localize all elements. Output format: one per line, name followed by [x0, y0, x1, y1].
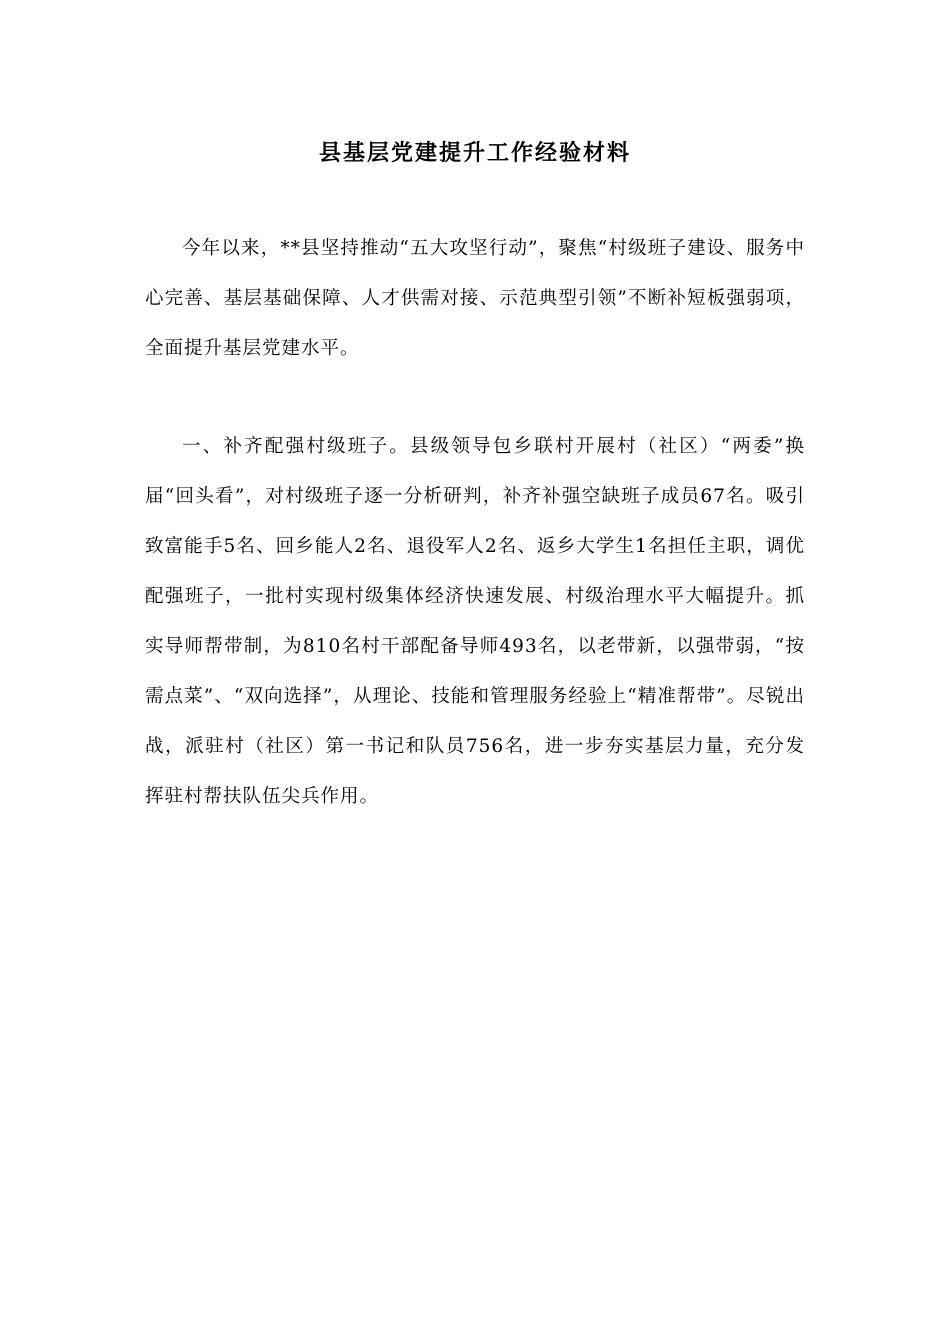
- document-title: 县基层党建提升工作经验材料: [318, 140, 631, 166]
- section-1-paragraph: 一、补齐配强村级班子。县级领导包乡联村开展村（社区）“两委”换届“回头看”，对村级班子逐一分析研判，补齐补强空缺班子成员67名。吸引致富能手5名、回乡能人2名、退役军人2名、返乡大学生1名担任主职，调优配强班子，一批村实现村级集体经济快速发展、村级治理水平大幅提升。抓实导师帮带制，为810名村干部配备导师493名，以老带新，以强带弱，“按需点菜”、“双向选择”，从理论、技能和管理服务经验上“精准帮带”。尽锐出战，派驻村（社区）第一书记和队员756名，进一步夯实基层力量，充分发挥驻村帮扶队伍尖兵作用。: [145, 436, 805, 807]
- intro-paragraph: 今年以来，**县坚持推动“五大攻坚行动”，聚焦“村级班子建设、服务中心完善、基层基础保障、人才供需对接、示范典型引领”不断补短板强弱项，全面提升基层党建水平。: [145, 238, 805, 359]
